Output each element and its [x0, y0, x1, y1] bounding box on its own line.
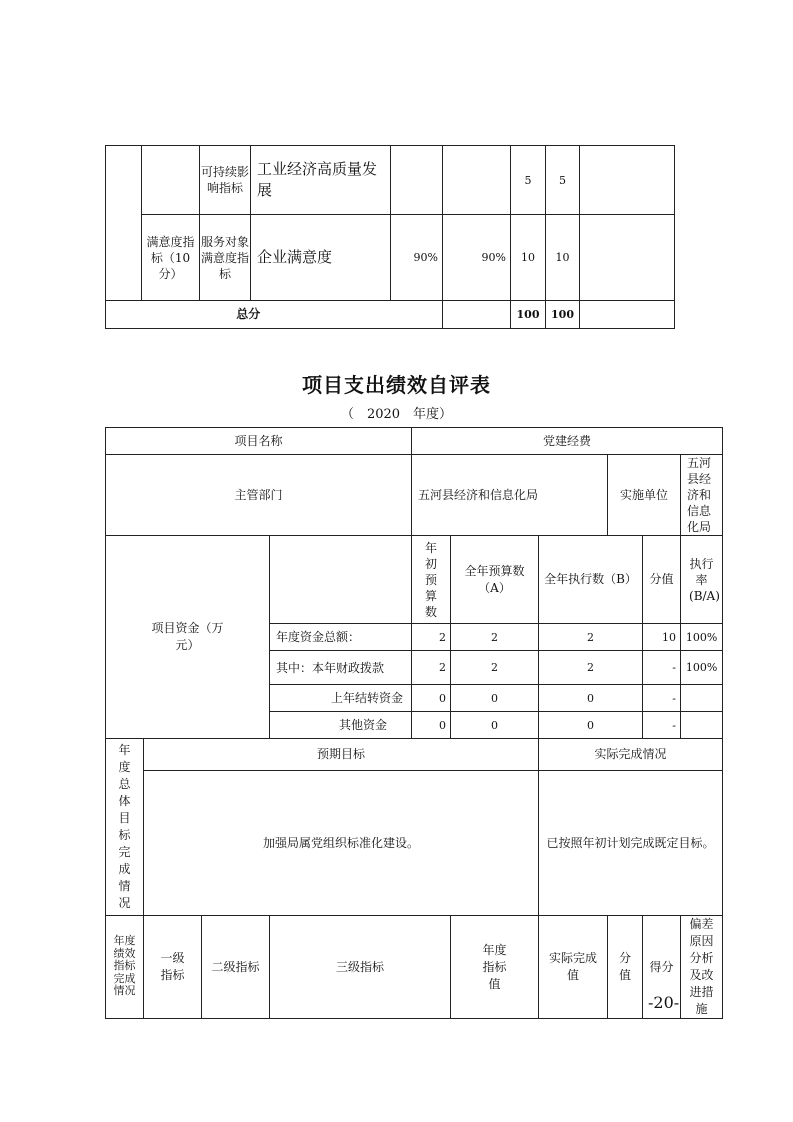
perf-annual-header	[451, 916, 539, 1019]
goal-section-label-text: 年度总体目标完成情况	[118, 743, 131, 910]
fund-row-label: 上年结转资金	[270, 685, 412, 712]
total-score: 100	[511, 301, 546, 329]
perf-score-header	[608, 916, 643, 1019]
fund-exec: 0	[539, 712, 643, 739]
annual-exec-header: 全年执行数（B）	[539, 536, 643, 624]
fund-exec: 2	[539, 651, 643, 685]
fund-initial: 2	[412, 624, 451, 651]
perf-actual-header	[539, 916, 608, 1019]
target-value: 90%	[391, 215, 443, 301]
goal-section-label	[106, 739, 144, 916]
self-evaluation-table	[105, 427, 723, 1019]
fund-score: 10	[643, 624, 681, 651]
expected-goal-text: 加强局属党组织标准化建设。	[144, 771, 539, 916]
perf-level3-header: 三级指标	[270, 916, 451, 1019]
annual-budget-header-text: 全年预算数（A）	[464, 563, 525, 595]
target-value	[391, 146, 443, 215]
fund-rate	[681, 712, 723, 739]
total-label: 总分	[106, 301, 391, 329]
actual-label: 实际完成情况	[539, 739, 723, 771]
fund-initial: 0	[412, 685, 451, 712]
perf-score-header-text: 分值	[619, 951, 632, 982]
deviation-cell	[580, 146, 675, 215]
total-empty	[580, 301, 675, 329]
total-got: 100	[546, 301, 580, 329]
fund-score: -	[643, 651, 681, 685]
fund-row-label: 其他资金	[270, 712, 412, 739]
project-name-label: 项目名称	[106, 428, 412, 455]
score-got: 5	[546, 146, 580, 215]
actual-value	[443, 146, 511, 215]
fund-rate: 100%	[681, 624, 723, 651]
score-total: 10	[511, 215, 546, 301]
perf-section-label-text: 年度绩效指标完成情况	[113, 934, 136, 997]
deviation-cell	[580, 215, 675, 301]
fund-initial: 0	[412, 712, 451, 739]
actual-value: 90%	[443, 215, 511, 301]
dept-value: 五河县经济和信息化局	[412, 455, 608, 536]
perf-level2-header: 二级指标	[202, 916, 270, 1019]
initial-budget-header: 年初预算数	[412, 536, 451, 624]
indicator-text: 企业满意度	[251, 215, 391, 301]
fund-row-label: 其中：本年财政拨款	[270, 651, 412, 685]
top-table	[105, 145, 675, 329]
funds-label	[106, 536, 270, 739]
project-name-value: 党建经费	[412, 428, 723, 455]
indicator-text: 工业经济高质量发展	[251, 146, 391, 215]
fund-annual: 0	[451, 685, 539, 712]
fund-annual: 2	[451, 651, 539, 685]
impl-value: 五河县经济和信息化局	[681, 455, 723, 536]
form-year: （ 2020 年度）	[340, 407, 453, 422]
dept-label: 主管部门	[106, 455, 412, 536]
level2-cell	[142, 146, 200, 215]
fund-score: -	[643, 685, 681, 712]
annual-budget-header	[451, 536, 539, 624]
expected-goal-label: 预期目标	[144, 739, 539, 771]
funds-label-text: 项目资金（万元）	[151, 621, 224, 652]
total-empty	[391, 301, 443, 329]
level3-label: 服务对象满意度指标	[200, 215, 251, 301]
perf-deviation-header	[681, 916, 723, 1019]
exec-rate-header: 执行率(B/A)	[681, 536, 723, 624]
fund-header-blank	[270, 536, 412, 624]
perf-level1-header-text: 一级指标	[160, 951, 185, 982]
form-title: 项目支出绩效自评表	[302, 373, 491, 397]
fund-exec: 0	[539, 685, 643, 712]
level3-label: 可持续影响指标	[200, 146, 251, 215]
perf-actual-header-text: 实际完成值	[549, 951, 598, 982]
perf-level1-header	[144, 916, 202, 1019]
perf-annual-header-text: 年度指标值	[482, 942, 507, 991]
perf-deviation-header-text: 偏差原因分析及改进措施	[689, 917, 714, 1016]
fund-row-label: 年度资金总额：	[270, 624, 412, 651]
fund-exec: 2	[539, 624, 643, 651]
fund-rate	[681, 685, 723, 712]
perf-section-label	[106, 916, 144, 1019]
fund-rate: 100%	[681, 651, 723, 685]
actual-goal-text: 已按照年初计划完成既定目标。	[539, 771, 723, 916]
impl-label: 实施单位	[608, 455, 681, 536]
score-got: 10	[546, 215, 580, 301]
fund-annual: 2	[451, 624, 539, 651]
score-total: 5	[511, 146, 546, 215]
fund-score: -	[643, 712, 681, 739]
perf-obtained-header: 得分	[643, 916, 681, 1019]
total-empty	[443, 301, 511, 329]
score-header: 分值	[643, 536, 681, 624]
level1-cell	[106, 146, 142, 301]
fund-annual: 0	[451, 712, 539, 739]
level2-label: 满意度指标（10分）	[142, 215, 200, 301]
fund-initial: 2	[412, 651, 451, 685]
page-number: -20-	[648, 993, 680, 1012]
